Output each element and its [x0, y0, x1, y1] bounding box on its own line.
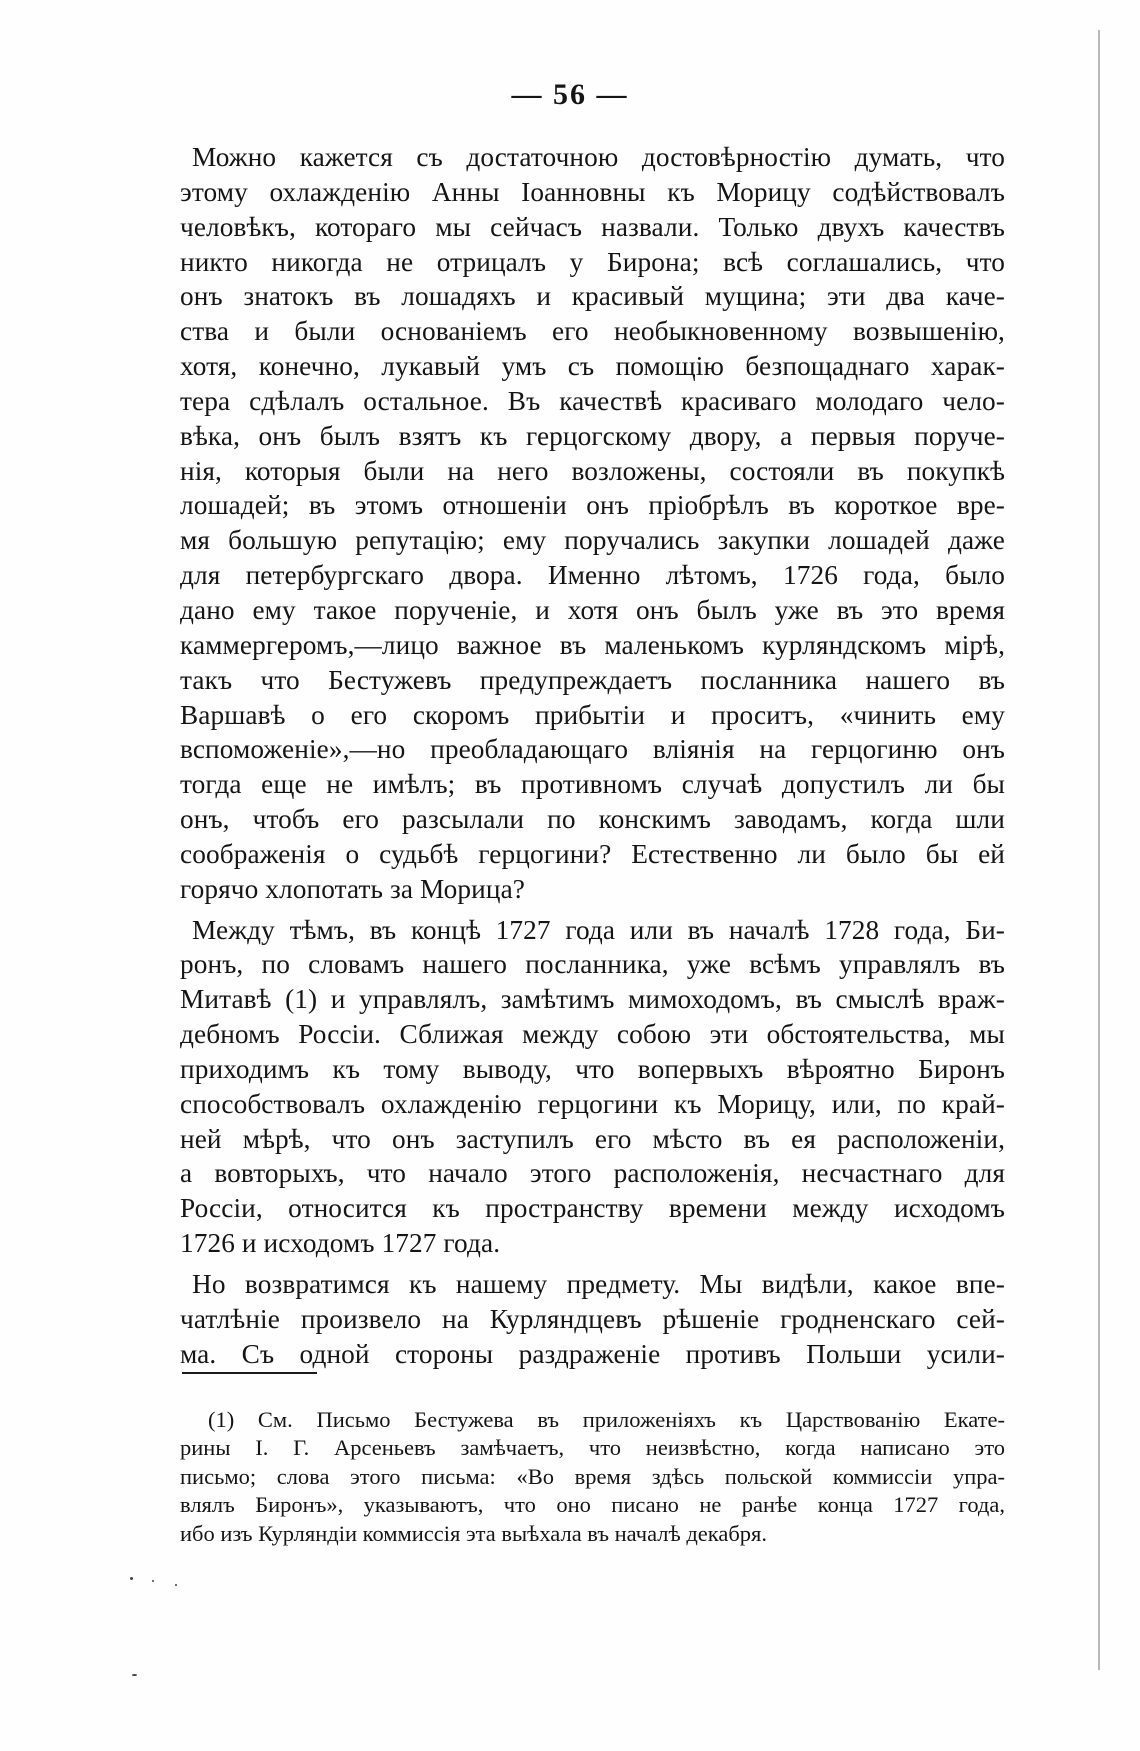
- text-line: соображенія о судьбѣ герцогини? Естественно ли было бы ей: [180, 838, 1005, 869]
- paragraph-2: [180, 913, 1005, 1261]
- text-line: Митавѣ (1) и управлялъ, замѣтимъ мимоходомъ, въ смыслѣ враж-: [180, 984, 1005, 1015]
- text-line: для петербургскаго двора. Именно лѣтомъ, 1726 года, было: [180, 560, 1005, 591]
- text-line: дебномъ Россіи. Сближая между собою эти обстоятельства, мы: [180, 1019, 1005, 1050]
- text-line: ма. Съ одной стороны раздраженіе противъ Польши усили-: [180, 1338, 1005, 1369]
- footnote-line: рины I. Г. Арсеньевъ замѣчаетъ, что неизвѣстно, когда написано это: [180, 1435, 1005, 1461]
- text-line: человѣкъ, котораго мы сейчасъ назвали. Только двухъ качествъ: [180, 211, 1005, 242]
- text-line: хотя, конечно, лукавый умъ съ помощію безпощаднаго харак-: [180, 351, 1005, 382]
- text-line: способствовалъ охлажденію герцогини къ Морицу, или, по край-: [180, 1088, 1005, 1119]
- text-line: Можно кажется съ достаточною достовѣрностію думать, что: [192, 142, 1005, 172]
- text-line: горячо хлопотать за Морица?: [180, 873, 526, 904]
- footnote-line: влялъ Биронъ», указываютъ, что оно писано не ранѣе конца 1727 года,: [180, 1492, 1005, 1518]
- text-line: каммергеромъ,—лицо важное въ маленькомъ курляндскомъ мірѣ,: [180, 629, 1005, 660]
- text-line: нія, которыя были на него возложены, состояли въ покупкѣ: [180, 455, 1005, 486]
- scan-speck: [132, 1674, 137, 1676]
- footnote-line: (1) См. Письмо Бестужева въ приложеніяхъ къ Царствованію Екате-: [208, 1407, 1005, 1432]
- text-line: мя большую репутацію; ему поручались закупки лошадей даже: [180, 525, 1005, 556]
- footnote-line: ибо изъ Курляндіи коммиссія эта выѣхала въ началѣ декабря.: [180, 1520, 768, 1546]
- text-line: онъ знатокъ въ лошадяхъ и красивый мущина; эти два каче-: [180, 281, 1005, 312]
- text-line: ства и были основаніемъ его необыкновенному возвышенію,: [180, 316, 1005, 347]
- text-line: приходимъ къ тому выводу, что вопервыхъ вѣроятно Биронъ: [180, 1053, 1005, 1084]
- text-line: Варшавѣ о его скоромъ прибытіи и проситъ, «чинить ему: [180, 699, 1005, 730]
- text-line: тера сдѣлалъ остальное. Въ качествѣ красиваго молодаго чело-: [180, 385, 1005, 416]
- text-line: чатлѣніе произвело на Курляндцевъ рѣшеніе гродненскаго сей-: [180, 1303, 1005, 1334]
- text-line: тогда еще не имѣлъ; въ противномъ случаѣ допустилъ ли бы: [180, 769, 1005, 800]
- footnote-divider: [182, 1372, 317, 1374]
- text-line: онъ, чтобъ его разсылали по конскимъ заводамъ, когда шли: [180, 804, 1005, 835]
- scan-speck: [175, 1584, 177, 1586]
- text-line: такъ что Бестужевъ предупреждаетъ посланника нашего въ: [180, 664, 1005, 695]
- text-line: никто никогда не отрицалъ у Бирона; всѣ соглашались, что: [180, 246, 1005, 277]
- text-line: вспоможеніе»,—но преобладающаго вліянія на герцогиню онъ: [180, 734, 1005, 765]
- text-line: Между тѣмъ, въ концѣ 1727 года или въ началѣ 1728 года, Би-: [192, 914, 1005, 945]
- scan-speck: [152, 1580, 154, 1582]
- paragraph-1: [180, 140, 1005, 907]
- text-line: лошадей; въ этомъ отношеніи онъ пріобрѣлъ въ короткое вре-: [180, 490, 1005, 521]
- text-line: Но возвратимся къ нашему предмету. Мы видѣли, какое впе-: [192, 1269, 1005, 1299]
- text-line: 1726 и исходомъ 1727 года.: [180, 1228, 501, 1259]
- page-number: — 56 —: [511, 78, 629, 111]
- text-line: дано ему такое порученіе, и хотя онъ былъ уже въ это время: [180, 594, 1005, 625]
- text-line: этому охлажденію Анны Іоанновны къ Морицу содѣйствовалъ: [180, 176, 1005, 207]
- text-line: ронъ, по словамъ нашего посланника, уже всѣмъ управлялъ въ: [180, 949, 1005, 980]
- scan-edge-line: [1098, 30, 1100, 1670]
- text-line: вѣка, онъ былъ взятъ къ герцогскому двору, а первыя поруче-: [180, 420, 1005, 451]
- text-line: Россіи, относится къ пространству времени между исходомъ: [180, 1193, 1005, 1224]
- text-line: ней мѣрѣ, что онъ заступилъ его мѣсто въ ея расположеніи,: [180, 1123, 1005, 1154]
- body-text: [180, 140, 1005, 1372]
- scan-speck: [130, 1577, 133, 1580]
- paragraph-3: [180, 1267, 1005, 1372]
- footnote-line: письмо; слова этого письма: «Во время здѣсь польской коммиссіи упра-: [180, 1463, 1005, 1489]
- footnote: [180, 1406, 1005, 1548]
- text-line: а вовторыхъ, что начало этого расположенія, несчастнаго для: [180, 1158, 1005, 1189]
